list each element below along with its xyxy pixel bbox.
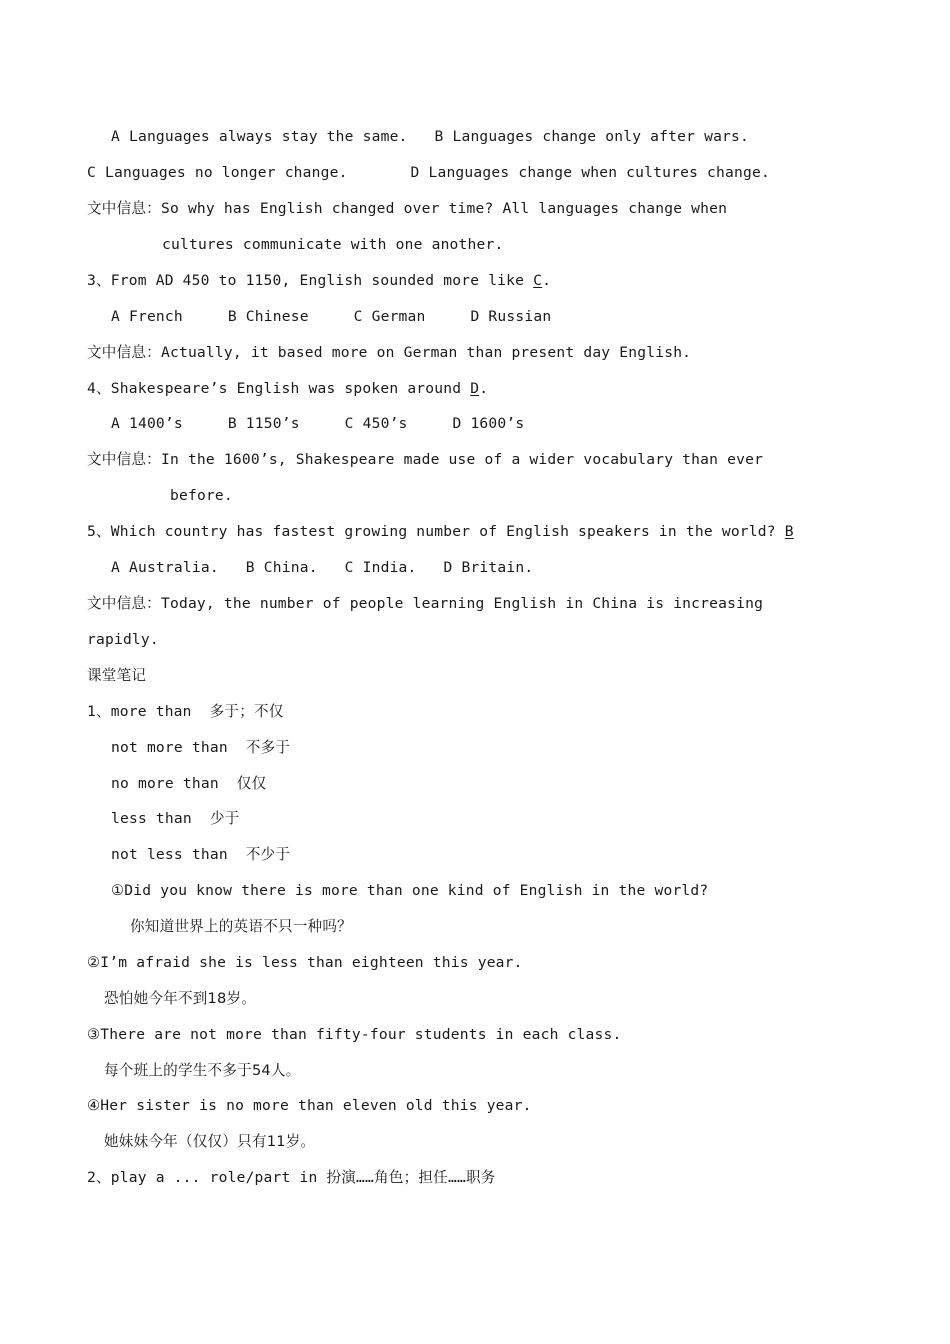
example-1-en: ①Did you know there is more than one kind of English in the world? [111, 882, 709, 899]
question-text: 4、Shakespeare’s English was spoken around [87, 380, 471, 397]
info-label: 文中信息： [87, 451, 161, 468]
phrase-item: less than 少于 [111, 810, 240, 827]
info-text: So why has English changed over time? All languages change when [160, 200, 728, 217]
q3-info [87, 343, 691, 363]
example-1-zh: 你知道世界上的英语不只一种吗？ [130, 918, 352, 935]
answer: C [533, 272, 543, 289]
q4-info [87, 450, 763, 470]
question-end: . [542, 272, 552, 289]
q4-question [87, 379, 488, 399]
example-4-en: ④Her sister is no more than eleven old this year. [87, 1097, 532, 1114]
info-text: In the 1600’s, Shakespeare made use of a wider vocabulary than ever [160, 451, 764, 468]
q4-options: A 1400’s B 1150’s C 450’s D 1600’s [111, 415, 525, 432]
q3-question [87, 271, 551, 291]
notes-item2-title: 2、play a ... role/part in 扮演……角色；担任……职务 [87, 1169, 496, 1186]
q5-options: A Australia. B China. C India. D Britain. [111, 559, 534, 576]
q5-question [87, 522, 794, 542]
phrase-item: not more than 不多于 [111, 739, 291, 756]
example-4-zh: 她妹妹今年（仅仅）只有11岁。 [104, 1133, 316, 1150]
info-label: 文中信息： [87, 595, 161, 612]
q2-info [87, 199, 727, 219]
example-3-zh: 每个班上的学生不多于54人。 [104, 1062, 301, 1079]
q4-info-cont: before. [170, 487, 233, 504]
q2-options-line2: C Languages no longer change. D Languages change when cultures change. [87, 164, 770, 181]
example-2-zh: 恐怕她今年不到18岁。 [104, 990, 257, 1007]
info-label: 文中信息： [87, 344, 161, 361]
example-3-en: ③There are not more than fifty-four students in each class. [87, 1026, 622, 1043]
notes-item1-title: 1、more than 多于；不仅 [87, 703, 284, 720]
example-2-en: ②I’m afraid she is less than eighteen this year. [87, 954, 523, 971]
q2-info-cont: cultures communicate with one another. [162, 236, 504, 253]
info-label: 文中信息： [87, 200, 161, 217]
question-end: . [479, 380, 489, 397]
question-text: 5、Which country has fastest growing number of English speakers in the world? [87, 523, 785, 540]
answer: D [470, 380, 480, 397]
info-text: Actually, it based more on German than present day English. [160, 344, 692, 361]
q2-options-line1: A Languages always stay the same. B Languages change only after wars. [111, 128, 750, 145]
notes-heading: 课堂笔记 [87, 667, 147, 684]
question-text: 3、From AD 450 to 1150, English sounded more like [87, 272, 534, 289]
answer: B [784, 523, 794, 540]
q5-info [87, 594, 763, 614]
info-text: Today, the number of people learning English in China is increasing [160, 595, 764, 612]
phrase-item: not less than 不少于 [111, 846, 291, 863]
q5-info-cont: rapidly. [87, 631, 159, 648]
phrase-item: no more than 仅仅 [111, 775, 267, 792]
q3-options: A French B Chinese C German D Russian [111, 308, 552, 325]
